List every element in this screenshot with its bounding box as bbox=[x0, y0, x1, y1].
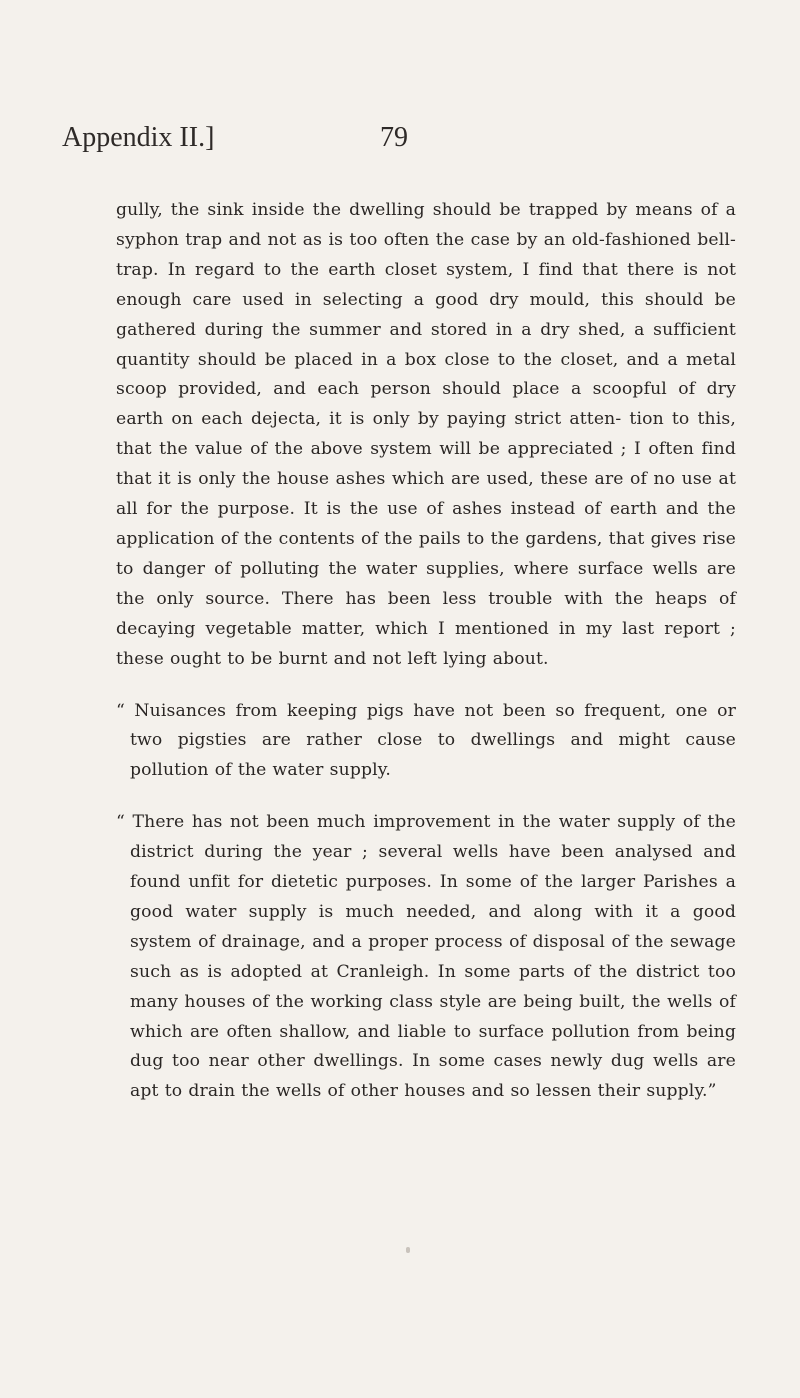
paper-speck bbox=[406, 1247, 410, 1253]
body-text bbox=[116, 196, 736, 1107]
page-number: 79 bbox=[380, 122, 408, 153]
paragraph-water-supply: “ There has not been much improvement in the water supply of the district during the year ; several wells have been analysed and found unfit for dietetic purposes. In some of the larger Parishes a good water supply is much needed, and along with it a good system of drainage, and a proper process of disposal of the sewage such as is adopted at Cranleigh. In some parts of the district too many houses of the working class style are being built, the wells of which are often shallow, and liable to surface pollution from being dug too near other dwellings. In some cases newly dug wells are apt to drain the wells of other houses and so lessen their supply.” bbox=[116, 812, 736, 1102]
running-head bbox=[62, 122, 720, 162]
paragraph-earth-closet: gully, the sink inside the dwelling should be trapped by means of a syphon trap and not as is too often the case by an old-fashioned bell-trap. In regard to the earth closet system, I find that there is not enough care used in selecting a good dry mould, this should be gathered during the summer and stored in a dry shed, a sufficient quantity should be placed in a box close to the closet, and a metal scoop provided, and each person should place a scoopful of dry earth on each dejecta, it is only by paying strict atten- tion to this, that the value of the above system will be appreciated ; I often find that it is only the house ashes which are used, these are of no use at all for the purpose. It is the use of ashes instead of earth and the application of the contents of the pails to the gardens, that gives rise to danger of polluting the water supplies, where surface wells are the only source. There has been less trouble with the heaps of decaying vegetable matter, which I mentioned in my last report ; these ought to be burnt and not left lying about. bbox=[116, 200, 736, 669]
paragraph-pig-nuisances: “ Nuisances from keeping pigs have not been so frequent, one or two pigsties are rather close to dwellings and might cause pollution of the water supply. bbox=[116, 700, 736, 781]
section-title: Appendix II.] bbox=[62, 122, 215, 153]
